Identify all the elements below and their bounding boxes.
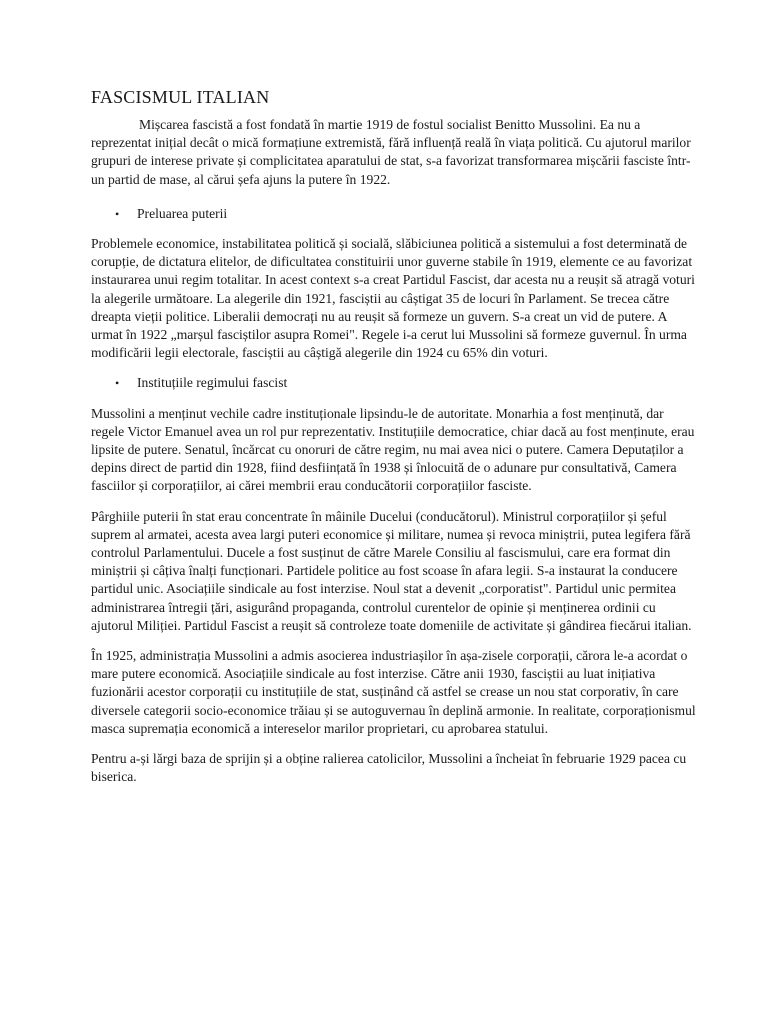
body-paragraph: În 1925, administrația Mussolini a admis asocierea industriașilor în așa-zisele corporații, cărora le-a acordat o mare putere economică. Asociațiile sindicale au fost interzise. Către anii 1930, fasciștii au luat inițiativa fuzionării acestor corporații cu instituțiile de stat, susținând că astfel se crease un nou stat corporativ, în care diversele categorii socio-economice trăiau și se autoguvernau în deplină armonie. In realitate, corporaționismul masca supremația economică a intereselor marilor proprietari, cu aprobarea statului. bbox=[91, 648, 696, 736]
section-heading-label: Preluarea puterii bbox=[137, 205, 228, 221]
body-paragraph: Pârghiile puterii în stat erau concentrate în mâinile Ducelui (conducătorul). Ministrul corporațiilor și șeful suprem al armatei, acesta avea largi puteri economice și militare, numea și revoca miniștrii, putea legifera fără controlul Parlamentului. Ducele a fost susținut de către Marele Consiliu al fascismului, care era format din miniștrii și câțiva înalți funcționari. Partidele politice au fost scoase în afara legii. S-a instaurat la conducere partidul unic. Asociațiile sindicale au fost interzise. Noul stat a devenit „corporatist". Partidul unic permitea administrarea întregii țări, asigurând propaganda, controlul curentelor de opinie și menținerea ordinii cu ajutorul Miliției. Partidul Fascist a reușit să controleze toate domeniile de activitate și gândirea fiecărui italian. bbox=[91, 508, 692, 633]
body-paragraph: Problemele economice, instabilitatea politică și socială, slăbiciunea politică a sistemului a fost determinată de corupție, de dictatura elitelor, de dificultatea constituirii unor guverne stabile în 1919, elemente ce au favorizat instaurarea unui regim totalitar. In acest context s-a creat Partidul Fascist, dar acesta nu a reușit să atragă voturi la alegerile următoare. La alegerile din 1921, fasciștii au câștigat 35 de locuri în Parlament. Se trecea către dreapta vieții politice. Liberalii democrați nu au reușit să formeze un guvern. S-a creat un vid de putere. A urmat în 1922 „marșul fasciștilor asupra Romei". Regele i-a cerut lui Mussolini să formeze guvernul. În urma modificării legii electorale, fasciștii au câștigă alegerile din 1924 cu 65% din voturi. bbox=[91, 236, 695, 361]
body-paragraph: Pentru a-și lărgi baza de sprijin și a obține ralierea catolicilor, Mussolini a încheiat în februarie 1929 pacea cu biserica. bbox=[91, 751, 687, 785]
section-heading-preluarea-puterii bbox=[91, 205, 698, 223]
bullet-icon: • bbox=[115, 376, 120, 391]
bullet-icon: • bbox=[115, 206, 120, 221]
section-heading-label: Instituțiile regimului fascist bbox=[137, 375, 288, 391]
page-title: FASCISMUL ITALIAN bbox=[91, 87, 270, 107]
intro-paragraph: Mișcarea fascistă a fost fondată în martie 1919 de fostul socialist Benitto Mussolini. Ea nu a reprezentat inițial decât o mică formațiune extremistă, fără influență reală în viața politică. Cu ajutorul marilor grupuri de interese private și complicitatea aparatului de stat, s-a favorizat transformarea mișcării fasciste într-un partid de mase, al cărui șefa ajuns la putere în 1922. bbox=[91, 117, 691, 187]
section-heading-institutiile-regimului bbox=[91, 374, 698, 392]
body-paragraph: Mussolini a menținut vechile cadre instituționale lipsindu-le de autoritate. Monarhia a fost menținută, dar regele Victor Emanuel avea un rol pur reprezentativ. Instituțiile democratice, chiar dacă au fost menținute, erau lipsite de putere. Senatul, încărcat cu onoruri de către regim, nu mai avea nici o putere. Camera Deputaților a depins direct de partid din 1928, fiind desființată în 1938 și înlocuită de o adunare pur consultativă, Camera fasciilor și corporațiilor, ai cărei membrii erau conducătorii corporațiilor fasciste. bbox=[91, 405, 695, 494]
